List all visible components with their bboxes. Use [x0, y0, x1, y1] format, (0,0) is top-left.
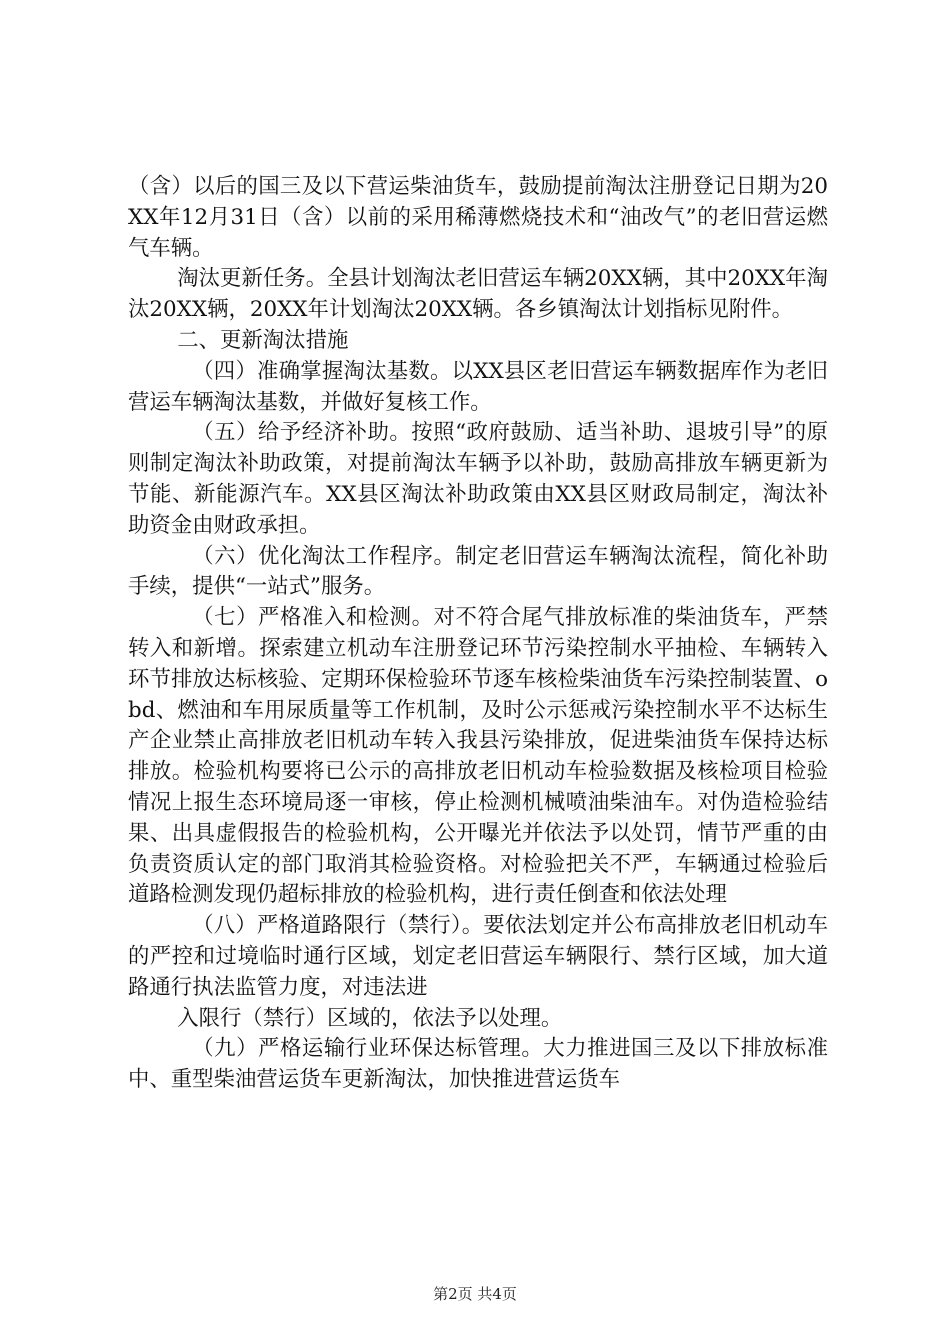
section-heading: 二、更新淘汰措施 — [177, 327, 349, 353]
paragraph-2: 淘汰更新任务。全县计划淘汰老旧营运车辆20XX辆，其中20XX年淘汰20XX辆，20XX年计划淘汰20XX辆。各乡镇淘汰计划指标见附件。 — [128, 266, 828, 323]
paragraph-item-5: （五）给予经济补助。按照“政府鼓励、适当补助、退坡引导”的原则制定淘汰补助政策，对提前淘汰车辆予以补助，鼓励高排放车辆更新为节能、新能源汽车。XX县区淘汰补助政策由XX县区财政局制定，淘汰补助资金由财政承担。 — [128, 420, 828, 538]
paragraph-1: （含）以后的国三及以下营运柴油货车，鼓励提前淘汰注册登记日期为20XX年12月31日（含）以前的采用稀薄燃烧技术和“油改气”的老旧营运燃气车辆。 — [128, 174, 828, 261]
paragraph-item-6: （六）优化淘汰工作程序。制定老旧营运车辆淘汰流程，简化补助手续，提供“一站式”服务。 — [128, 543, 828, 600]
paragraph-item-8-continued: 入限行（禁行）区域的，依法予以处理。 — [177, 1005, 563, 1031]
paragraph-item-7: （七）严格准入和检测。对不符合尾气排放标准的柴油货车，严禁转入和新增。探索建立机动车注册登记环节污染控制水平抽检、车辆转入环节排放达标核验、定期环保检验环节逐车核检柴油货车污染控制装置、obd、燃油和车用尿质量等工作机制，及时公示惩戒污染控制水平不达标生产企业禁止高排放老旧机动车转入我县污染排放，促进柴油货车保持达标排放。检验机构要将已公示的高排放老旧机动车检验数据及核检项目检验情况上报生态环境局逐一审核，停止检测机械喷油柴油车。对伪造检验结果、出具虚假报告的检验机构，公开曝光并依法予以处罚，情节严重的由负责资质认定的部门取消其检验资格。对检验把关不严，车辆通过检验后道路检测发现仍超标排放的检验机构，进行责任倒查和依法处理 — [128, 605, 828, 908]
paragraph-item-4: （四）准确掌握淘汰基数。以XX县区老旧营运车辆数据库作为老旧营运车辆淘汰基数，并做好复核工作。 — [128, 358, 828, 415]
document-body — [128, 172, 828, 1096]
page-number-footer: 第2页 共4页 — [433, 1285, 517, 1303]
paragraph-item-8: （八）严格道路限行（禁行）。要依法划定并公布高排放老旧机动车的严控和过境临时通行区域，划定老旧营运车辆限行、禁行区域，加大道路通行执法监管力度，对违法进 — [128, 913, 828, 1000]
paragraph-item-9: （九）严格运输行业环保达标管理。大力推进国三及以下排放标准中、重型柴油营运货车更新淘汰，加快推进营运货车 — [128, 1036, 828, 1093]
